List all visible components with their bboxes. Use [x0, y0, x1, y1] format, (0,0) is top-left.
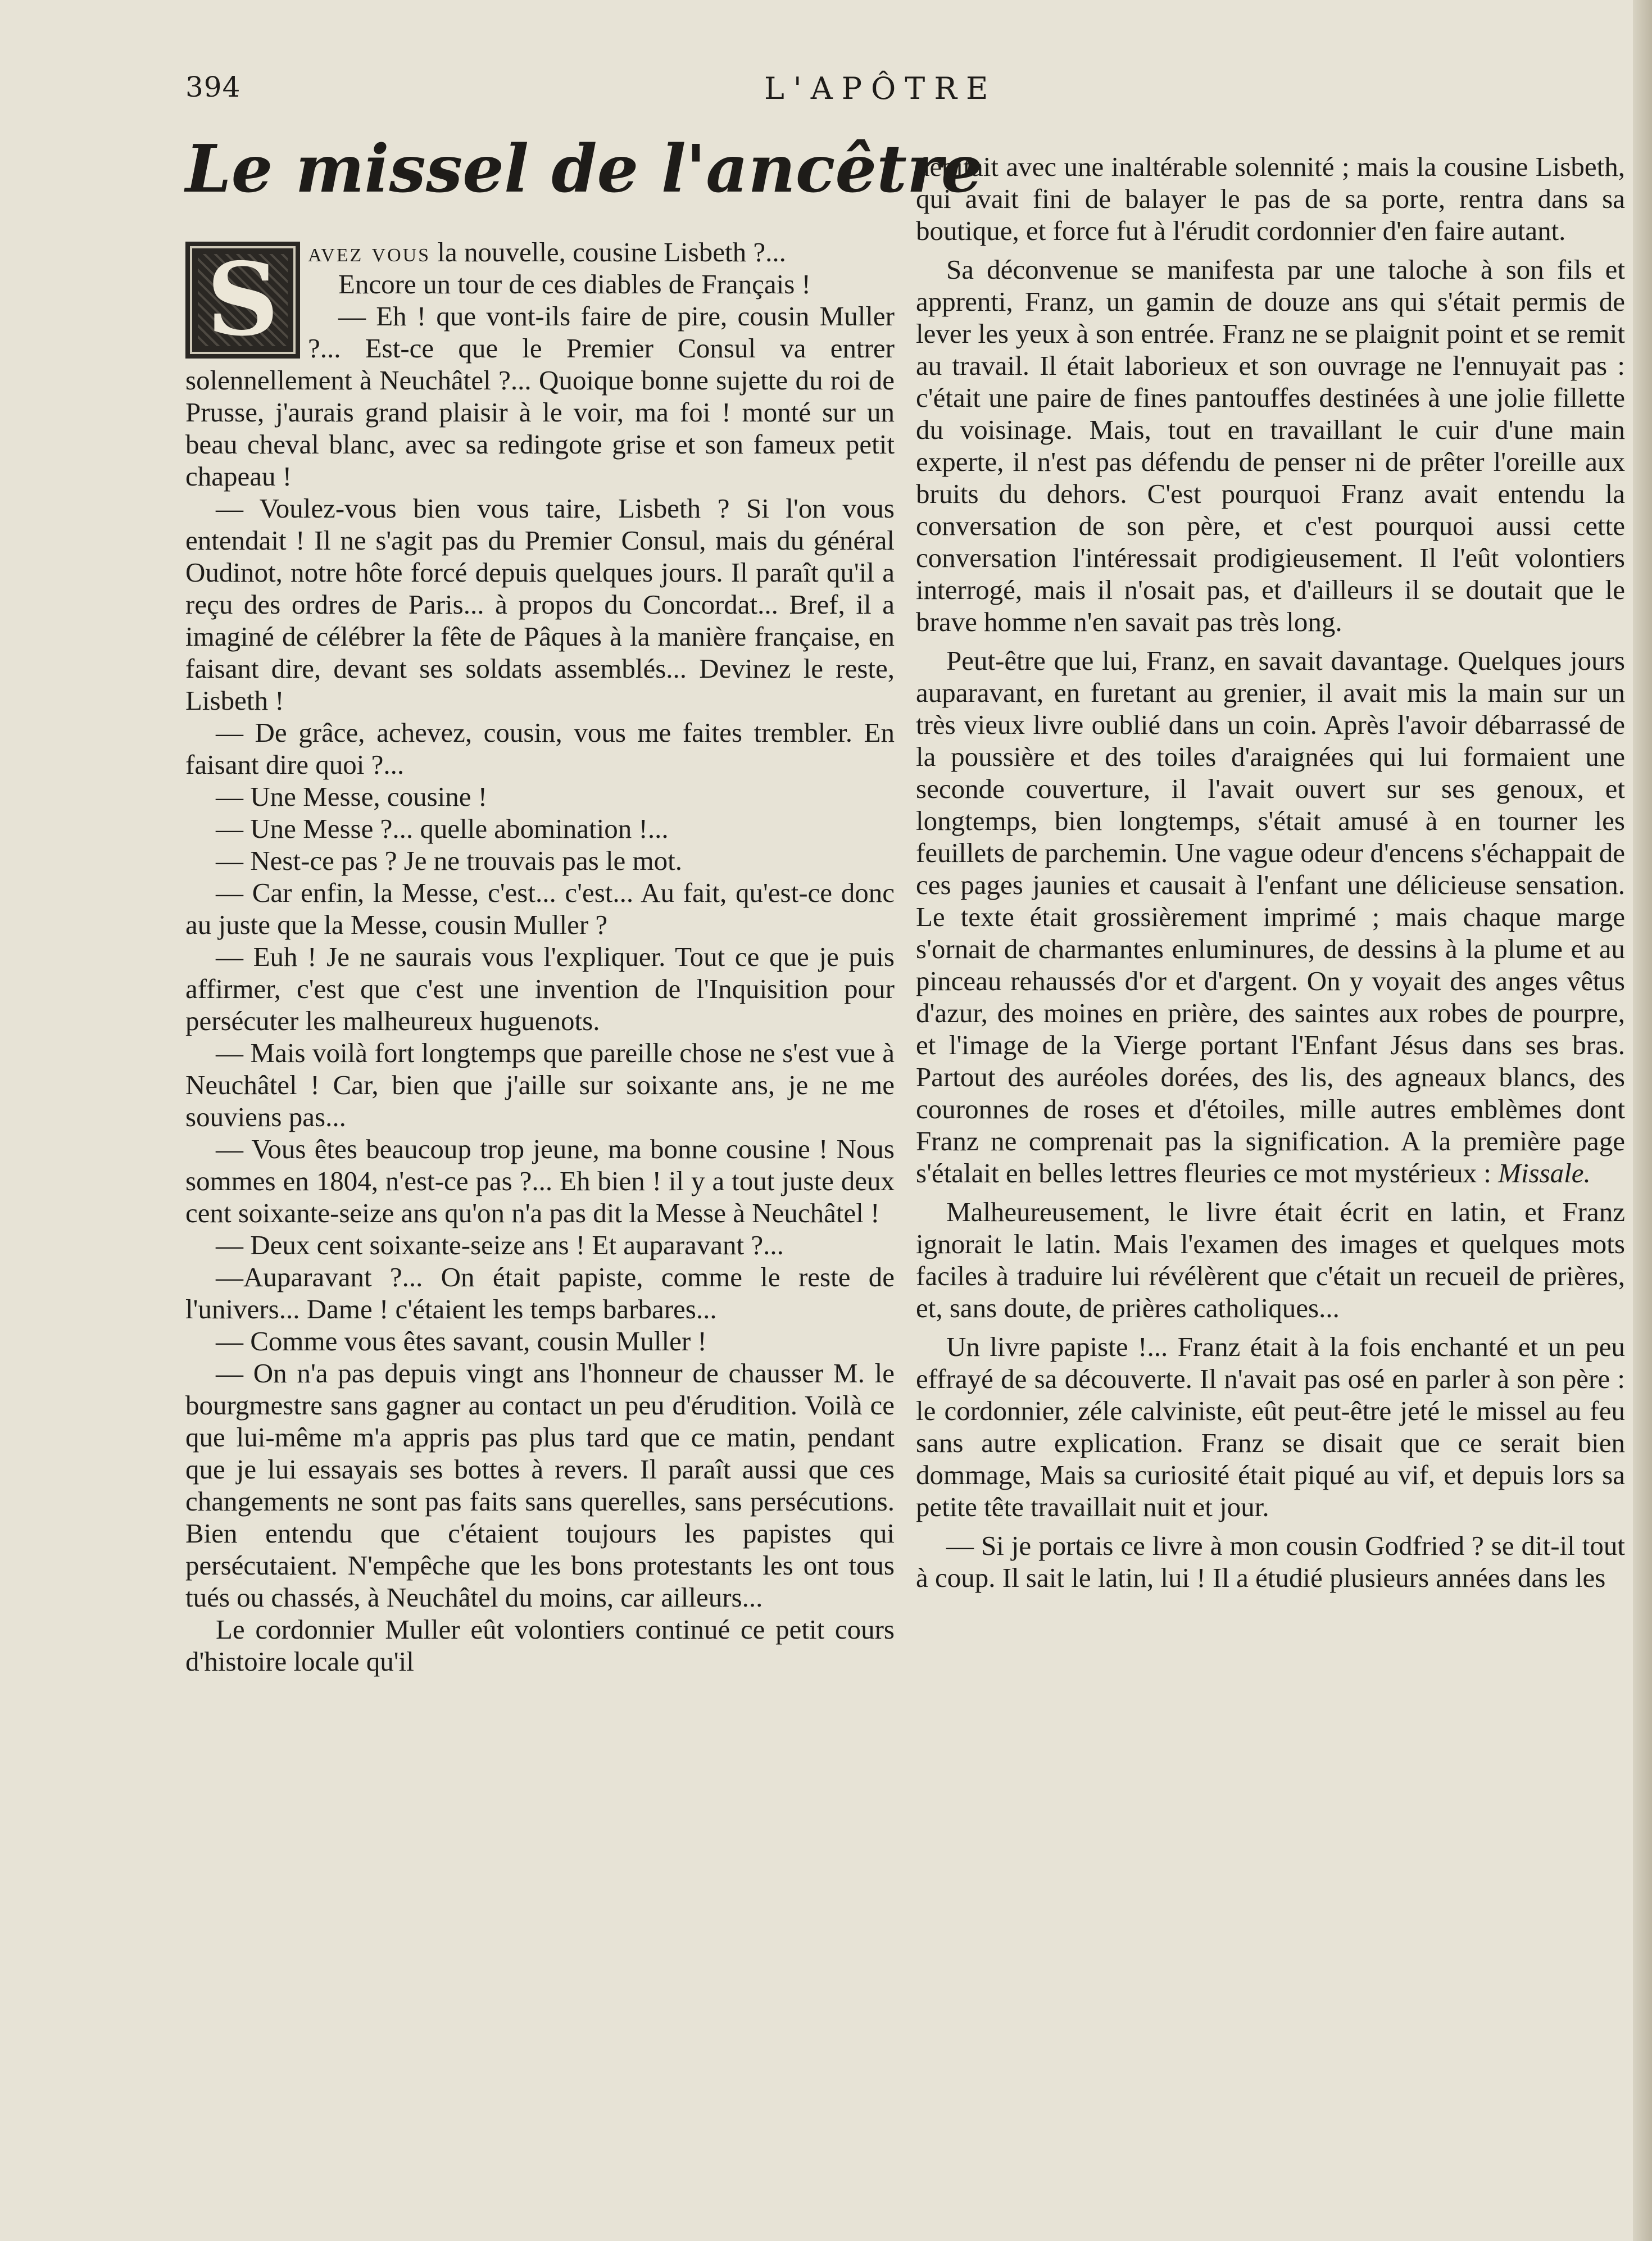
dialogue-paragraph: — Comme vous êtes savant, cousin Muller !: [216, 1326, 707, 1357]
narrative-paragraph: Un livre papiste !... Franz était à la fois enchanté et un peu effrayé de sa découverte. Il n'avait pas osé en parler à son père : le cordonnier, zéle calviniste, eût peut-être jeté le missel au feu sans autre explication. Franz se disait que ce serait bien dommage, Mais sa curiosité était piqué au vif, et depuis lors sa petite tête travaillait nuit et jour.: [916, 1331, 1625, 1522]
missale-word: Missale.: [1498, 1158, 1591, 1188]
dialogue-paragraph: — Mais voilà fort longtemps que pareille chose ne s'est vue à Neuchâtel ! Car, bien que j'aille sur soixante ans, je ne me souviens pas...: [185, 1037, 895, 1132]
dropcap-ornament: [185, 242, 300, 359]
opening-rest: la nouvelle, cousine Lisbeth ?...: [430, 237, 786, 267]
left-column: [185, 236, 895, 2203]
dialogue-paragraph: — Car enfin, la Messe, c'est... c'est... Au fait, qu'est-ce donc au juste que la Messe, cousin Muller ?: [185, 877, 895, 940]
dialogue-paragraph: — Eh ! que vont-ils faire de pire, cousin Muller ?... Est-ce que le Premier Consul va entrer solennellement à Neuchâtel ?... Quoique bonne sujette du roi de Prusse, j'aurais grand plaisir à le voir, ma foi ! monté sur un beau cheval blanc, avec sa redingote grise et son fameux petit chapeau !: [185, 301, 895, 492]
narrative-paragraph: Malheureusement, le livre était écrit en latin, et Franz ignorait le latin. Mais l'examen des images et quelques mots faciles à traduire lui révélèrent que c'était un recueil de prières, et, sans doute, de prières catholiques...: [916, 1196, 1625, 1323]
dialogue-paragraph: — Euh ! Je ne saurais vous l'expliquer. Tout ce que je puis affirmer, c'est que c'est une invention de l'Inquisition pour persécuter les malheureux huguenots.: [185, 941, 895, 1036]
page-edge: [1633, 0, 1652, 2241]
dialogue-paragraph: — Vous êtes beaucoup trop jeune, ma bonne cousine ! Nous sommes en 1804, n'est-ce pas ?... Eh bien ! il y a tout juste deux cent soixante-seize ans qu'on n'a pas dit la Messe à Neuchâtel !: [185, 1133, 895, 1228]
dialogue-paragraph: Encore un tour de ces diables de Français !: [338, 269, 811, 300]
narrative-paragraph: Le cordonnier Muller eût volontiers continué ce petit cours d'histoire locale qu'il: [185, 1614, 895, 1677]
dialogue-paragraph: — Une Messe ?... quelle abomination !...: [216, 813, 669, 844]
dialogue-paragraph: — Une Messe, cousine !: [216, 781, 488, 812]
article-title: Le missel de l'ancêtre: [185, 131, 983, 207]
dropcap-letter: S: [206, 242, 279, 358]
missal-description: Peut-être que lui, Franz, en savait davantage. Quelques jours auparavant, en furetant au grenier, il avait mis la main sur un très vieux livre oublié dans un coin. Après l'avoir débarrassé de la poussière et des toiles d'araignées qui lui formaient une seconde couverture, il l'avait ouvert sur ses genoux, et longtemps, bien longtemps, s'était amusé à en tourner les feuillets de parchemin. Une vague odeur d'encens s'échappait de ces pages jaunies et causait à l'enfant une délicieuse sensation. Le texte était grossièrement imprimé ; mais chaque marge s'ornait de charmantes enluminures, de dessins à la plume et au pinceau rehaussés d'or et d'argent. On y voyait des anges vêtus d'azur, des moines en prière, des saintes aux robes de pourpre, et l'image de la Vierge portant l'Enfant Jésus dans ses bras. Partout des auréoles dorées, des lis, des agneaux blancs, des couronnes de roses et d'étoiles, mille autres emblèmes dont Franz ne comprenait pas la signification. A la première page s'étalait en belles lettres fleuries ce mot mystérieux :: [916, 645, 1625, 1188]
narrative-paragraph: Sa déconvenue se manifesta par une taloche à son fils et apprenti, Franz, un gamin de douze ans qui s'était permis de lever les yeux à son entrée. Franz ne se plaignit point et se remit au travail. Il était laborieux et son ouvrage ne l'ennuyait pas : c'était une paire de fines pantouffes destinées à une jolie fillette du voisinage. Mais, tout en travaillant le cuir d'une main experte, il n'est pas défendu de penser ni de prêter l'oreille aux bruits du dehors. C'est pourquoi Franz avait entendu la conversation de son père, et c'est pourquoi aussi cette conversation l'intéressait prodigieusement. Il l'eût volontiers interrogé, mais il n'osait pas, et d'ailleurs il se doutait que le brave homme n'en savait pas très long.: [916, 254, 1625, 637]
dialogue-paragraph: — Voulez-vous bien vous taire, Lisbeth ? Si l'on vous entendait ! Il ne s'agit pas du Premier Consul, mais du général Oudinot, notre hôte forcé depuis quelques jours. Il paraît qu'il a reçu des ordres de Paris... à propos du Concordat... Bref, il a imaginé de célébrer la fête de Pâques à la manière française, en faisant dire, devant ses soldats assemblés... Devinez le reste, Lisbeth !: [185, 493, 895, 716]
dialogue-paragraph: — De grâce, achevez, cousin, vous me faites trembler. En faisant dire quoi ?...: [185, 717, 895, 780]
page-number: 394: [185, 71, 241, 103]
narrative-paragraph: [916, 645, 1625, 1189]
dialogue-paragraph: —Auparavant ?... On était papiste, comme le reste de l'univers... Dame ! c'étaient les temps barbares...: [185, 1262, 895, 1324]
dialogue-paragraph: — Deux cent soixante-seize ans ! Et auparavant ?...: [216, 1230, 784, 1260]
narrative-paragraph: débitait avec une inaltérable solennité ; mais la cousine Lisbeth, qui avait fini de balayer le pas de sa porte, rentra dans sa boutique, et force fut à l'érudit cordonnier d'en faire autant.: [916, 151, 1625, 246]
right-column: [916, 151, 1625, 2117]
dialogue-paragraph: — On n'a pas depuis vingt ans l'honneur de chausser M. le bourgmestre sans gagner au contact un peu d'érudition. Voilà ce que lui-même m'a appris pas plus tard que ce matin, pendant que je lui essayais ses bottes à revers. Il paraît aussi que ces changements ne sont pas faits sans querelles, sans persécutions. Bien entendu que c'étaient toujours les papistes qui persécutaient. N'empêche que les bons protestants les ont tous tués ou chassés, à Neuchâtel du moins, car ailleurs...: [185, 1358, 895, 1613]
dialogue-paragraph: — Nest-ce pas ? Je ne trouvais pas le mot.: [216, 845, 683, 876]
opening-smallcaps: avez vous: [308, 237, 431, 267]
journal-title: L'APÔTRE: [764, 71, 997, 106]
running-head: [185, 71, 1590, 116]
narrative-paragraph: — Si je portais ce livre à mon cousin Godfried ? se dit-il tout à coup. Il sait le latin, lui ! Il a étudié plusieurs années dans les: [916, 1530, 1625, 1593]
